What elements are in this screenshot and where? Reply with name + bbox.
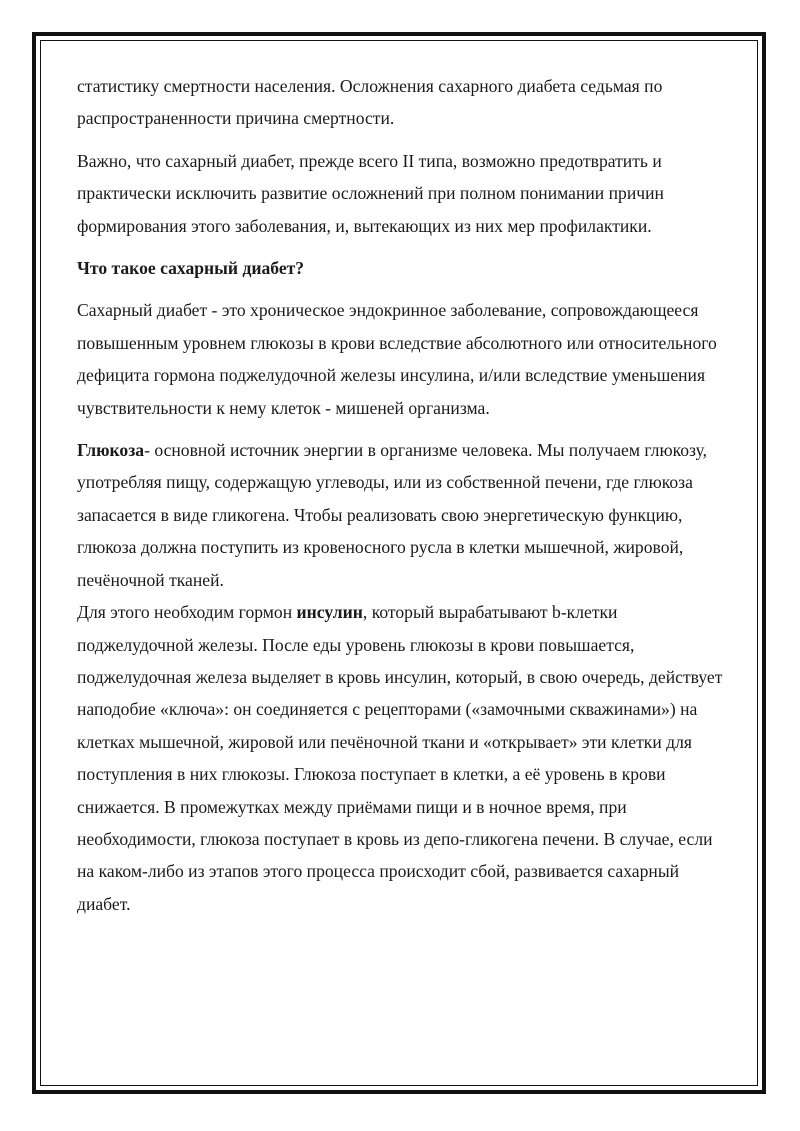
glucose-text: - основной источник энергии в организме человека. Мы получаем глюкозу, употребляя пищу, содержащую углеводы, или из собственной печени, где глюкоза запасается в виде гликогена. Чтобы реализовать свою энергетическую функцию, глюкоза должна поступить из кровеносного русла в клетки мышечной, жировой, печёночной тканей. [77, 440, 708, 590]
insulin-text-before: Для этого необходим гормон [77, 602, 297, 623]
document-body [77, 70, 727, 930]
insulin-text-after: , который вырабатывают b-клетки поджелудочной железы. После еды уровень глюкозы в крови повышается, поджелудочная железа выделяет в кровь инсулин, который, в свою очередь, действует наподобие «ключа»: он соединяется с рецепторами («замочными скважинами») на клетках мышечной, жировой или печёночной ткани и «открывает» эти клетки для поступления в них глюкозы. Глюкоза поступает в клетки, а её уровень в крови снижается. В промежутках между приёмами пищи и в ночное время, при необходимости, глюкоза поступает в кровь из депо-гликогена печени. В случае, если на каком-либо из этапов этого процесса происходит сбой, развивается сахарный диабет. [77, 602, 723, 914]
paragraph-glucose [77, 434, 727, 596]
paragraph-insulin [77, 596, 727, 920]
paragraph-mortality: статистику смертности населения. Осложнения сахарного диабета седьмая по распространенности причина смертности. [77, 76, 663, 129]
paragraph-prevention: Важно, что сахарный диабет, прежде всего II типа, возможно предотвратить и практически исключить развитие осложнений при полном понимании причин формирования этого заболевания, и, вытекающих из них мер профилактики. [77, 150, 664, 236]
paragraph-definition: Сахарный диабет - это хроническое эндокринное заболевание, сопровождающееся повышенным уровнем глюкозы в крови вследствие абсолютного или относительного дефицита гормона поджелудочной железы инсулина, и/или вследствие уменьшения чувствительности к нему клеток - мишеней организма. [77, 300, 717, 418]
term-glucose: Глюкоза [77, 440, 145, 461]
term-insulin: инсулин [296, 602, 363, 623]
section-heading: Что такое сахарный диабет? [77, 258, 305, 279]
